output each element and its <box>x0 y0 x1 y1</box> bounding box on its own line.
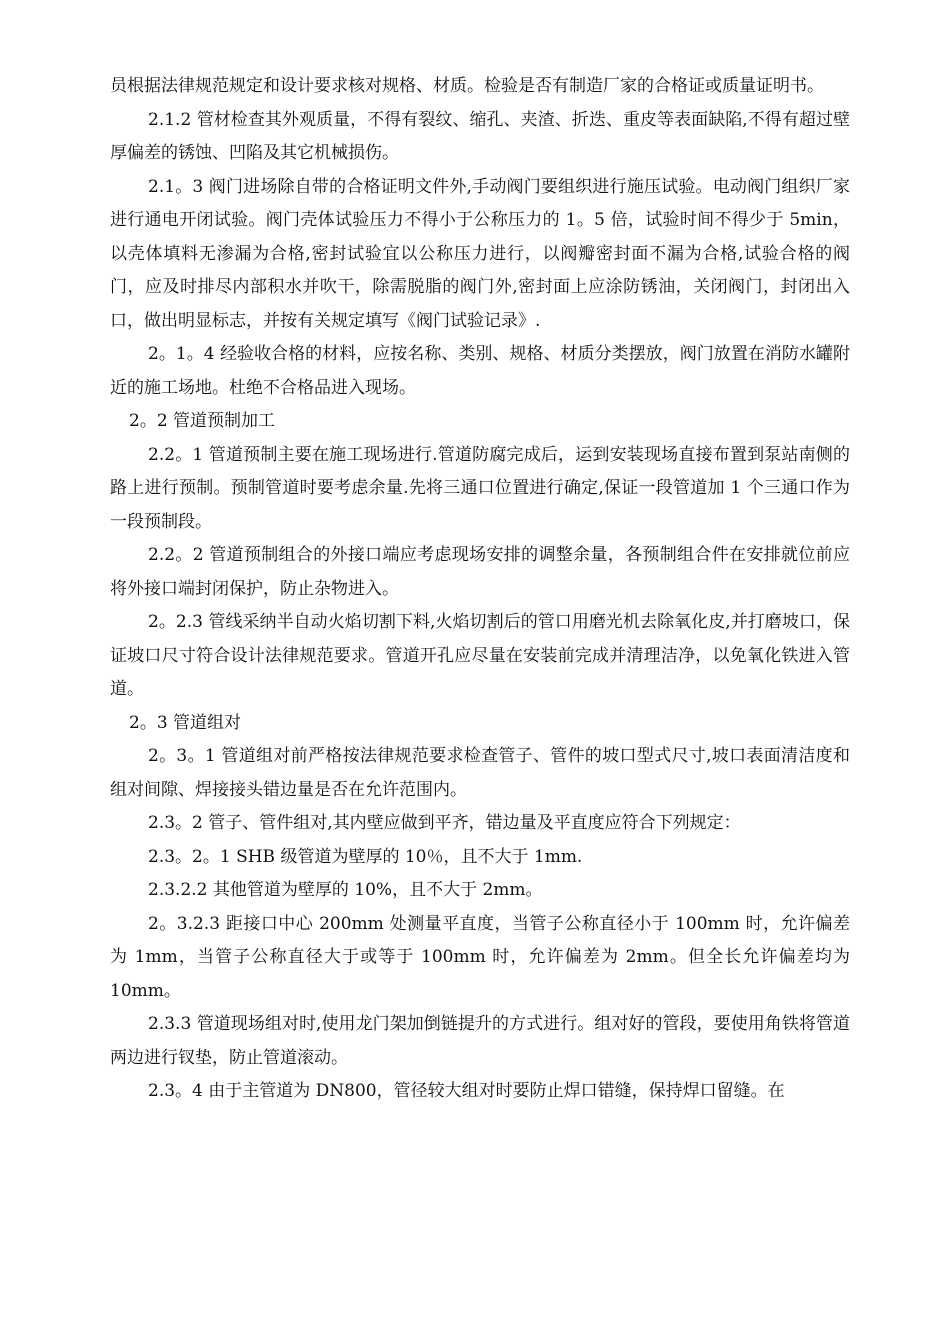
document-page <box>110 70 850 1109</box>
section-heading: 2。2 管道预制加工 <box>129 411 276 431</box>
paragraph: 2.3。2。1 SHB 级管道为壁厚的 10％，且不大于 1mm. <box>148 846 583 867</box>
paragraph: 2.1.2 管材检查其外观质量，不得有裂纹、缩孔、夹渣、折迭、重皮等表面缺陷,不得有超过壁厚偏差的锈蚀、凹陷及其它机械损伤。 <box>110 109 850 163</box>
paragraph: 2。3。1 管道组对前严格按法律规范要求检查管子、管件的坡口型式尺寸,坡口表面清洁度和组对间隙、焊接接头错边量是否在允许范围内。 <box>110 746 850 800</box>
paragraph: 员根据法律规范规定和设计要求核对规格、材质。检验是否有制造厂家的合格证或质量证明书。 <box>110 76 824 96</box>
paragraph: 2.3。4 由于主管道为 DN800，管径较大组对时要防止焊口错缝，保持焊口留缝。在 <box>148 1081 785 1101</box>
paragraph: 2.2。1 管道预制主要在施工现场进行.管道防腐完成后，运到安装现场直接布置到泵站南侧的路上进行预制。预制管道时要考虑余量.先将三通口位置进行确定,保证一段管道加 1 个三通口作为一段预制段。 <box>110 444 850 532</box>
paragraph: 2.1。3 阀门进场除自带的合格证明文件外,手动阀门要组织进行施压试验。电动阀门组织厂家进行通电开闭试验。阀门壳体试验压力不得小于公称压力的 1。5 倍，试验时间不得少于 5min，以壳体填料无渗漏为合格,密封试验宜以公称压力进行，以阀瓣密封面不漏为合格,试验合格的阀门，应及时排尽内部积水并吹干，除需脱脂的阀门外,密封面上应涂防锈油，关闭阀门，封闭出入口，做出明显标志，并按有关规定填写《阀门试验记录》. <box>110 176 850 331</box>
paragraph: 2。3.2.3 距接口中心 200mm 处测量平直度，当管子公称直径小于 100mm 时，允许偏差为 1mm，当管子公称直径大于或等于 100mm 时，允许偏差为 2mm。但全长允许偏差均为 10mm。 <box>110 913 850 1001</box>
paragraph: 2.2。2 管道预制组合的外接口端应考虑现场安排的调整余量，各预制组合件在安排就位前应将外接口端封闭保护，防止杂物进入。 <box>110 545 850 599</box>
paragraph: 2.3.3 管道现场组对时,使用龙门架加倒链提升的方式进行。组对好的管段，要使用角铁将管道两边进行钗垫，防止管道滚动。 <box>110 1014 850 1068</box>
paragraph: 2.3。2 管子、管件组对,其内壁应做到平齐，错边量及平直度应符合下列规定： <box>148 813 741 833</box>
section-heading: 2。3 管道组对 <box>129 712 242 733</box>
paragraph: 2。1。4 经验收合格的材料，应按名称、类别、规格、材质分类摆放，阀门放置在消防水罐附近的施工场地。杜绝不合格品进入现场。 <box>110 344 850 398</box>
paragraph: 2。2.3 管线采纳半自动火焰切割下料,火焰切割后的管口用磨光机去除氧化皮,并打磨坡口，保证坡口尺寸符合设计法律规范要求。管道开孔应尽量在安装前完成并清理洁净，以免氧化铁进入管道。 <box>110 612 850 699</box>
paragraph: 2.3.2.2 其他管道为壁厚的 10%，且不大于 2mm。 <box>148 880 543 900</box>
